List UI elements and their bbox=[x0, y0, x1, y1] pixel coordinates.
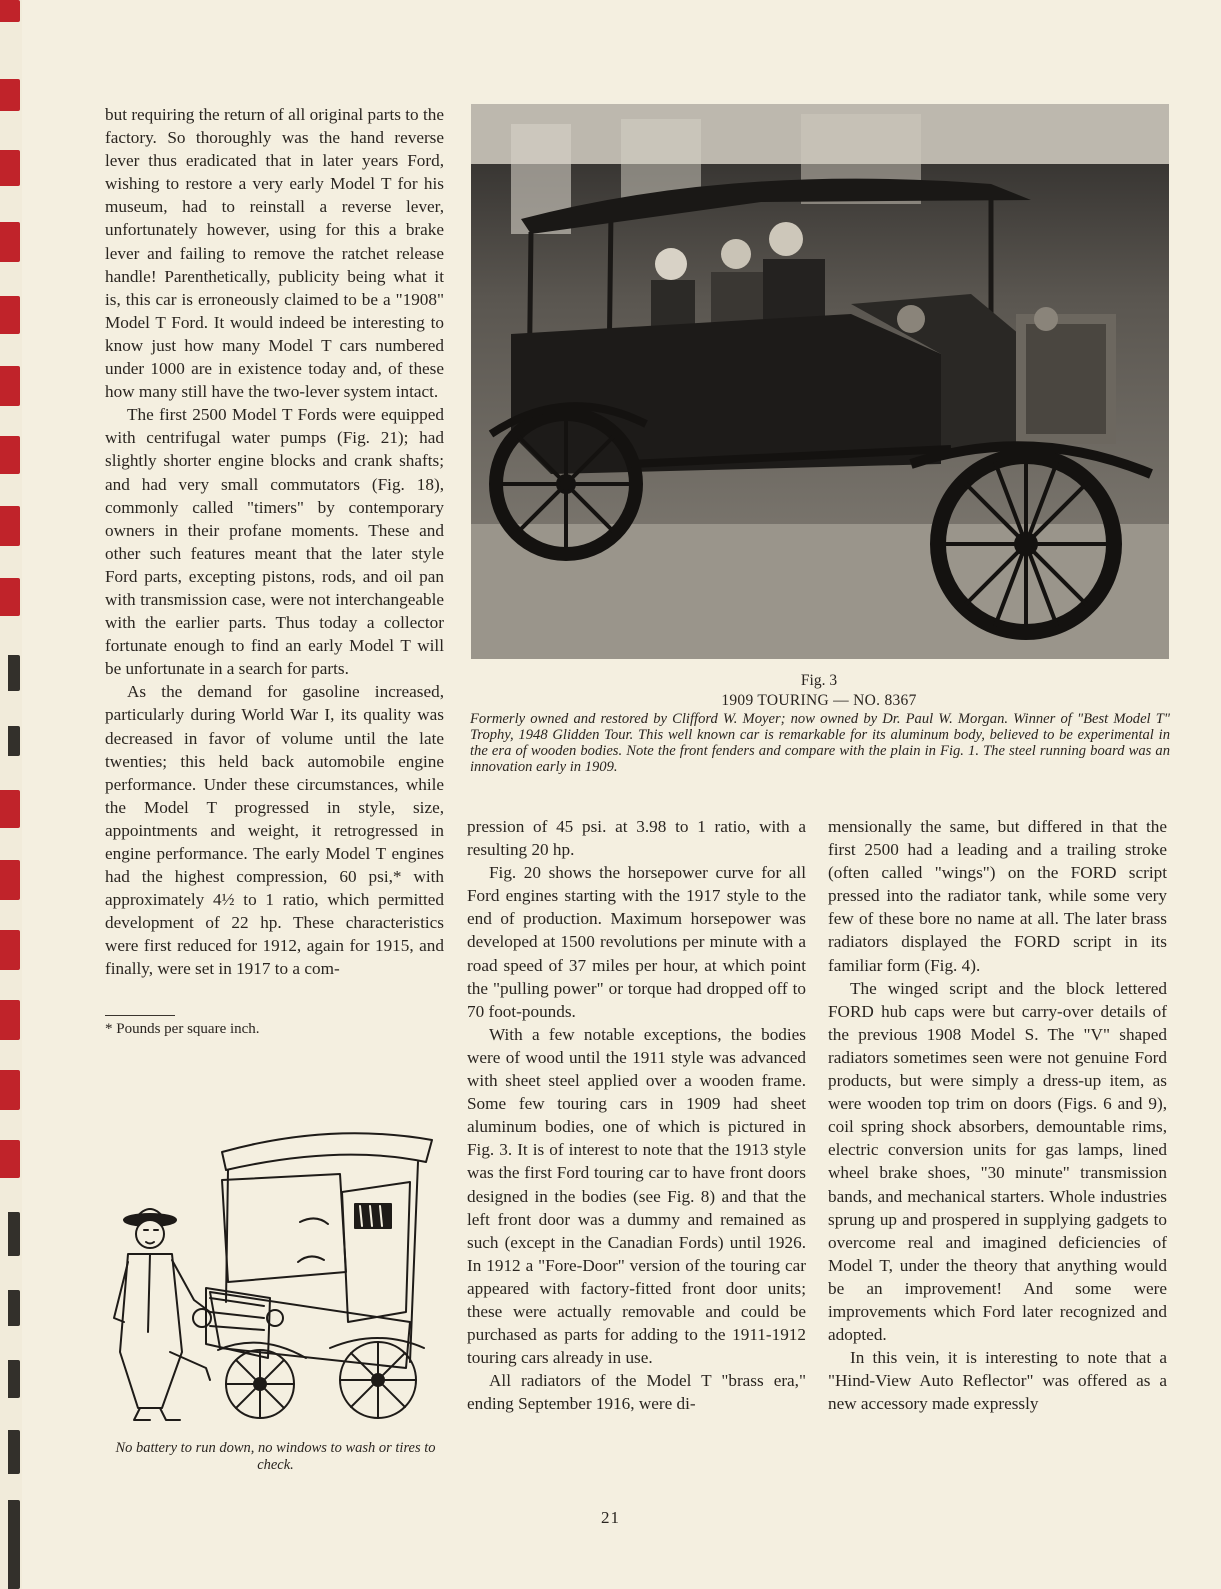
page-number: 21 bbox=[601, 1508, 620, 1527]
footnote-rule bbox=[105, 1015, 175, 1016]
binding-tab bbox=[8, 1360, 20, 1398]
cartoon-illustration bbox=[110, 1122, 440, 1432]
binding-tab bbox=[0, 436, 20, 474]
binding-tab bbox=[8, 1430, 20, 1474]
binding-tab bbox=[8, 655, 20, 691]
binding-tab bbox=[0, 296, 20, 334]
paragraph: mensionally the same, but differed in that the first 2500 had a leading and a trailing stroke (often called "wings") on the FORD script pressed into the radiator tank, while some very few of these bore no name at all. The later brass radiators displayed the FORD script in its familiar form (Fig. 4). bbox=[828, 817, 1167, 975]
binding-tab bbox=[0, 790, 20, 828]
text-column-right bbox=[828, 815, 1167, 1415]
binding-tab bbox=[0, 578, 20, 616]
binding-tab bbox=[0, 930, 20, 970]
binding-tab bbox=[8, 726, 20, 756]
binding-tab bbox=[0, 506, 20, 546]
car-and-man-drawing-icon bbox=[110, 1122, 440, 1432]
footnote: * Pounds per square inch. bbox=[105, 1021, 260, 1037]
figure-title: 1909 TOURING — NO. 8367 bbox=[721, 692, 917, 709]
car-photograph bbox=[471, 104, 1169, 659]
binding-tab bbox=[8, 1290, 20, 1326]
binding-tab bbox=[0, 79, 20, 111]
illustration-caption: No battery to run down, no windows to wash or tires to check. bbox=[115, 1440, 436, 1473]
binding-tab bbox=[0, 860, 20, 900]
paragraph: pression of 45 psi. at 3.98 to 1 ratio, with a resulting 20 hp. bbox=[467, 817, 806, 860]
model-t-photo-icon bbox=[471, 104, 1169, 659]
paragraph: but requiring the return of all original parts to the factory. So thoroughly was the hand reverse lever thus eradicated that in later years Ford, wishing to restore a very early Model T for his museum, had to reinstall a reverse lever, unfortunately however, using for this a brake lever and failing to remove the ratchet release handle! Parenthetically, publicity being what it is, this car is erroneously claimed to be a "1908" Model T Ford. It would indeed be interesting to know just how many Model T cars numbered under 1000 are in existence today and, of these how many still have the two-lever system intact. bbox=[105, 105, 444, 402]
paragraph: All radiators of the Model T "brass era," ending September 1916, were di- bbox=[467, 1371, 806, 1414]
paragraph: Fig. 20 shows the horsepower curve for all Ford engines starting with the 1917 style to the end of production. Maximum horsepower was developed at 1500 revolutions per minute with a road speed of 37 miles per hour, at which point the "pulling power" or torque had dropped off to 70 foot-pounds. bbox=[467, 863, 806, 1021]
paragraph: In this vein, it is interesting to note that a "Hind-View Auto Reflector" was offered as a new accessory made expressly bbox=[828, 1348, 1167, 1414]
binding-tab bbox=[0, 1000, 20, 1040]
figure-number: Fig. 3 bbox=[800, 672, 838, 689]
spiral-binding bbox=[0, 0, 22, 1589]
text-column-middle bbox=[467, 815, 806, 1415]
paragraph: The first 2500 Model T Fords were equipped with centrifugal water pumps (Fig. 21); had slightly shorter engine blocks and crank shafts; and had very small commutators (Fig. 18), commonly called "timers" by contemporary owners in their profane moments. These and other such features meant that the later style Ford parts, excepting pistons, rods, and oil pan with transmission case, were not interchangeable with the earlier parts. Thus today a collector fortunate enough to find an early Model T will be unfortunate in a search for parts. bbox=[105, 405, 444, 679]
binding-tab bbox=[0, 0, 20, 22]
binding-tab bbox=[8, 1212, 20, 1256]
paragraph: With a few notable exceptions, the bodies were of wood until the 1911 style was advanced with sheet steel applied over a wooden frame. Some few touring cars in 1909 had sheet aluminum bodies, one of which is pictured in Fig. 3. It is of interest to note that the 1913 style was the first Ford touring car to have front doors designed in the bodies (see Fig. 8) and that the left front door was a dummy and remained as such (except in the Canadian Fords) until 1926. In 1912 a "Fore-Door" version of the touring car appeared with factory-fitted front door units; these were actually removable and could be purchased as parts for adding to the 1911-1912 touring cars already in use. bbox=[467, 1024, 806, 1368]
binding-tab bbox=[0, 150, 20, 186]
paragraph: The winged script and the block lettered FORD hub caps were but carry-over details of the previous 1908 Model S. The "V" shaped radiators sometimes seen were not genuine Ford products, but were simply a dress-up item, as were wooden top trim on doors (Figs. 6 and 9), coil spring shock absorbers, demountable rims, electric conversion units for gas lamps, lined wheel brake shoes, "30 minute" transmission bands, and mechanical starters. Whole industries sprung up and prospered in supplying gadgets to overcome real and imagined deficiencies of Model T, under the theory that anything would be an improvement! And some were improvements which Ford later recognized and adopted. bbox=[828, 978, 1167, 1345]
binding-tab bbox=[0, 366, 20, 406]
paragraph: As the demand for gasoline increased, particularly during World War I, its quality was decreased in favor of volume until the late twenties; this held back automobile engine performance. Under these circumstances, while the Model T progressed in style, size, appointments and weight, it retrogressed in engine performance. The early Model T engines had the highest compression, 60 psi,* with approximately 4½ to 1 ratio, which permitted development of 22 hp. These characteristics were first reduced for 1912, again for 1915, and finally, were set in 1917 to a com- bbox=[105, 682, 444, 979]
text-column-left bbox=[105, 103, 444, 981]
binding-tab bbox=[0, 1140, 20, 1178]
binding-tab bbox=[0, 1070, 20, 1110]
binding-tab bbox=[0, 222, 20, 262]
figure-description: Formerly owned and restored by Clifford W. Moyer; now owned by Dr. Paul W. Morgan. Winner of "Best Model T" Trophy, 1948 Glidden Tour. This well known car is remarkable for its aluminum body, believed to be experimental in the era of wooden bodies. Note the front fenders and compare with the plain in Fig. 1. The steel running board was an innovation early in 1909. bbox=[470, 711, 1170, 775]
